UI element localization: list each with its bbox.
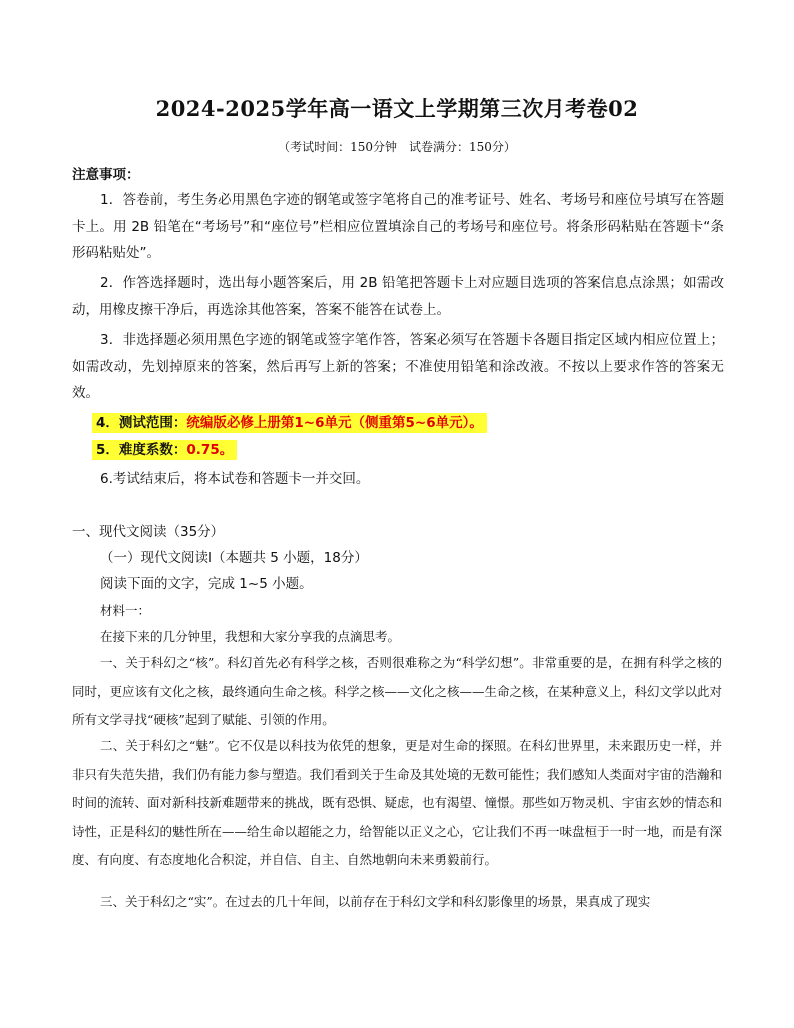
page-title: 2024-2025学年高一语文上学期第三次月考卷02 bbox=[155, 96, 639, 121]
material-paragraph-3: 三、关于科幻之“实”。在过去的几十年间，以前存在于科幻文学和科幻影像里的场景，果真成了现实 bbox=[100, 894, 651, 909]
notice-item-3: 3．非选择题必须用黑色字迹的钢笔或签字笔作答，答案必须写在答题卡各题目指定区域内相应位置上；如需改动，先划掉原来的答案，然后再写上新的答案；不准使用铅笔和涂改液。不按以上要求作答的答案无效。 bbox=[72, 332, 724, 401]
notice-item-5 bbox=[92, 440, 237, 460]
notice-item-4 bbox=[92, 413, 487, 433]
reading-instruction: 阅读下面的文字，完成 1~5 小题。 bbox=[100, 576, 313, 592]
material-paragraph-2: 二、关于科幻之“魅”。它不仅是以科技为依凭的想象，更是对生命的探照。在科幻世界里，未来跟历史一样，并非只有失范失措，我们仍有能力参与塑造。我们看到关于生命及其处境的无数可能性；我们感知人类面对宇宙的浩瀚和时间的流转、面对新科技新难题带来的挑战，既有恐惧、疑虑，也有渴望、憧憬。那些如万物灵机、宇宙玄妙的情态和诗性，正是科幻的魅性所在——给生命以超能之力，给智能以正义之心，它让我们不再一味盘桓于一时一地，而是有深度、有向度、有态度地化合积淀，并自信、自主、自然地朝向未来勇毅前行。 bbox=[72, 738, 723, 868]
notice-item-6: 6.考试结束后，将本试卷和答题卡一并交回。 bbox=[100, 471, 370, 487]
material-paragraph-1: 一、关于科幻之“核”。科幻首先必有科学之核，否则很难称之为“科学幻想”。非常重要的是，在拥有科学之核的同时，更应该有文化之核，最终通向生命之核。科学之核——文化之核——生命之核，在某种意义上，科幻文学以此对所有文学寻找“硬核”起到了赋能、引领的作用。 bbox=[72, 655, 723, 728]
section-heading: 一、现代文阅读（35分） bbox=[72, 524, 225, 540]
test-scope-label: 4．测试范围： bbox=[96, 415, 187, 431]
exam-time-subtitle: （考试时间：150分钟 试卷满分：150分） bbox=[278, 140, 516, 154]
notice-heading: 注意事项： bbox=[72, 167, 140, 183]
material-label: 材料一： bbox=[100, 603, 151, 618]
test-scope-value: 统编版必修上册第1~6单元（侧重第5~6单元）。 bbox=[186, 415, 483, 431]
difficulty-label: 5．难度系数： bbox=[96, 442, 187, 458]
difficulty-value: 0.75。 bbox=[186, 442, 234, 458]
sub-section-heading: （一）现代文阅读Ⅰ（本题共 5 小题，18分） bbox=[100, 550, 368, 566]
notice-item-2: 2．作答选择题时，选出每小题答案后，用 2B 铅笔把答题卡上对应题目选项的答案信息点涂黑；如需改动，用橡皮擦干净后，再选涂其他答案，答案不能答在试卷上。 bbox=[72, 275, 724, 318]
material-paragraph-0: 在接下来的几分钟里，我想和大家分享我的点滴思考。 bbox=[100, 629, 401, 644]
notice-item-1: 1．答卷前，考生务必用黑色字迹的钢笔或签字笔将自己的准考证号、姓名、考场号和座位号填写在答题卡上。用 2B 铅笔在“考场号”和“座位号”栏相应位置填涂自己的考场号和座位号。将条形码粘贴在答题卡“条形码粘贴处”。 bbox=[72, 192, 724, 261]
